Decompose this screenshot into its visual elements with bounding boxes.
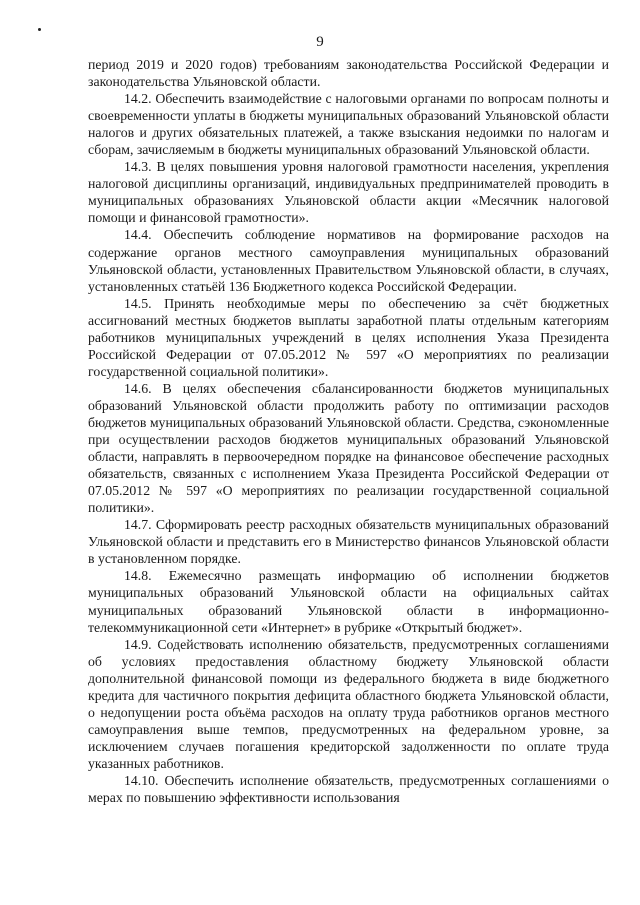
paragraph-14-4: 14.4. Обеспечить соблюдение нормативов на формирование расходов на содержание органов местного самоуправления муниципальных образований Ульяновской области, установленных Правительством Ульяновской области, в случаях, установленных статьёй 136 Бюджетного кодекса Российской Федерации. — [88, 227, 609, 294]
paragraph-14-3: 14.3. В целях повышения уровня налоговой грамотности населения, укрепления налоговой дисциплины организаций, индивидуальных предпринимателей проводить в муниципальных образованиях Ульяновской области акции «Месячник налоговой помощи и финансовой грамотности». — [88, 159, 609, 226]
paragraph-14-8: 14.8. Ежемесячно размещать информацию об исполнении бюджетов муниципальных образований Ульяновской области на официальных сайтах муниципальных образований Ульяновской области в информационно-телекоммуникационной сети «Интернет» в рубрике «Открытый бюджет». — [88, 568, 609, 635]
paragraph-14-10: 14.10. Обеспечить исполнение обязательств, предусмотренных соглашениями о мерах по повышению эффективности использования — [88, 772, 609, 806]
paragraph-continuation: период 2019 и 2020 годов) требованиям законодательства Российской Федерации и законодательства Ульяновской области. — [88, 57, 609, 90]
paragraph-14-6: 14.6. В целях обеспечения сбалансированности бюджетов муниципальных образований Ульяновской области продолжить работу по оптимизации расходов бюджетов муниципальных образований Ульяновской области. Средства, сэкономленные при осуществлении расходов бюджетов муниципальных образований Ульяновской области, направлять в первоочередном порядке на финансовое обеспечение расходных обязательств, связанных с исполнением Указа Президента Российской Федерации от 07.05.2012 № 597 «О мероприятиях по реализации государственной социальной политики». — [88, 380, 609, 516]
paragraph-14-9: 14.9. Содействовать исполнению обязательств, предусмотренных соглашениями об условиях предоставления областному бюджету Ульяновской области дополнительной финансовой помощи из федерального бюджета в виде бюджетного кредита для частичного покрытия дефицита областного бюджета Ульяновской области, о недопущении роста объёма расходов на оплату труда работников органов местного самоуправления выше темпов, предусмотренных на федеральном уровне, за исключением случаев погашения кредиторской задолженности по оплате труда указанных работников. — [88, 636, 609, 771]
document-body — [88, 56, 609, 806]
scan-speck — [38, 28, 41, 31]
paragraph-14-5: 14.5. Принять необходимые меры по обеспечению за счёт бюджетных ассигнований местных бюджетов выплаты заработной платы отдельным категориям работников муниципальных учреждений в целях исполнения Указа Президента Российской Федерации от 07.05.2012 № 597 «О мероприятиях по реализации государственной социальной политики». — [88, 295, 609, 379]
page-number: 9 — [316, 34, 324, 50]
paragraph-14-2: 14.2. Обеспечить взаимодействие с налоговыми органами по вопросам полноты и своевременности уплаты в бюджеты муниципальных образований Ульяновской области налогов и других обязательных платежей, а также взыскания недоимки по налогам и сборам, зачисляемым в бюджеты муниципальных образований Ульяновской области. — [88, 91, 609, 158]
paragraph-14-7: 14.7. Сформировать реестр расходных обязательств муниципальных образований Ульяновской области и представить его в Министерство финансов Ульяновской области в установленном порядке. — [88, 517, 609, 567]
